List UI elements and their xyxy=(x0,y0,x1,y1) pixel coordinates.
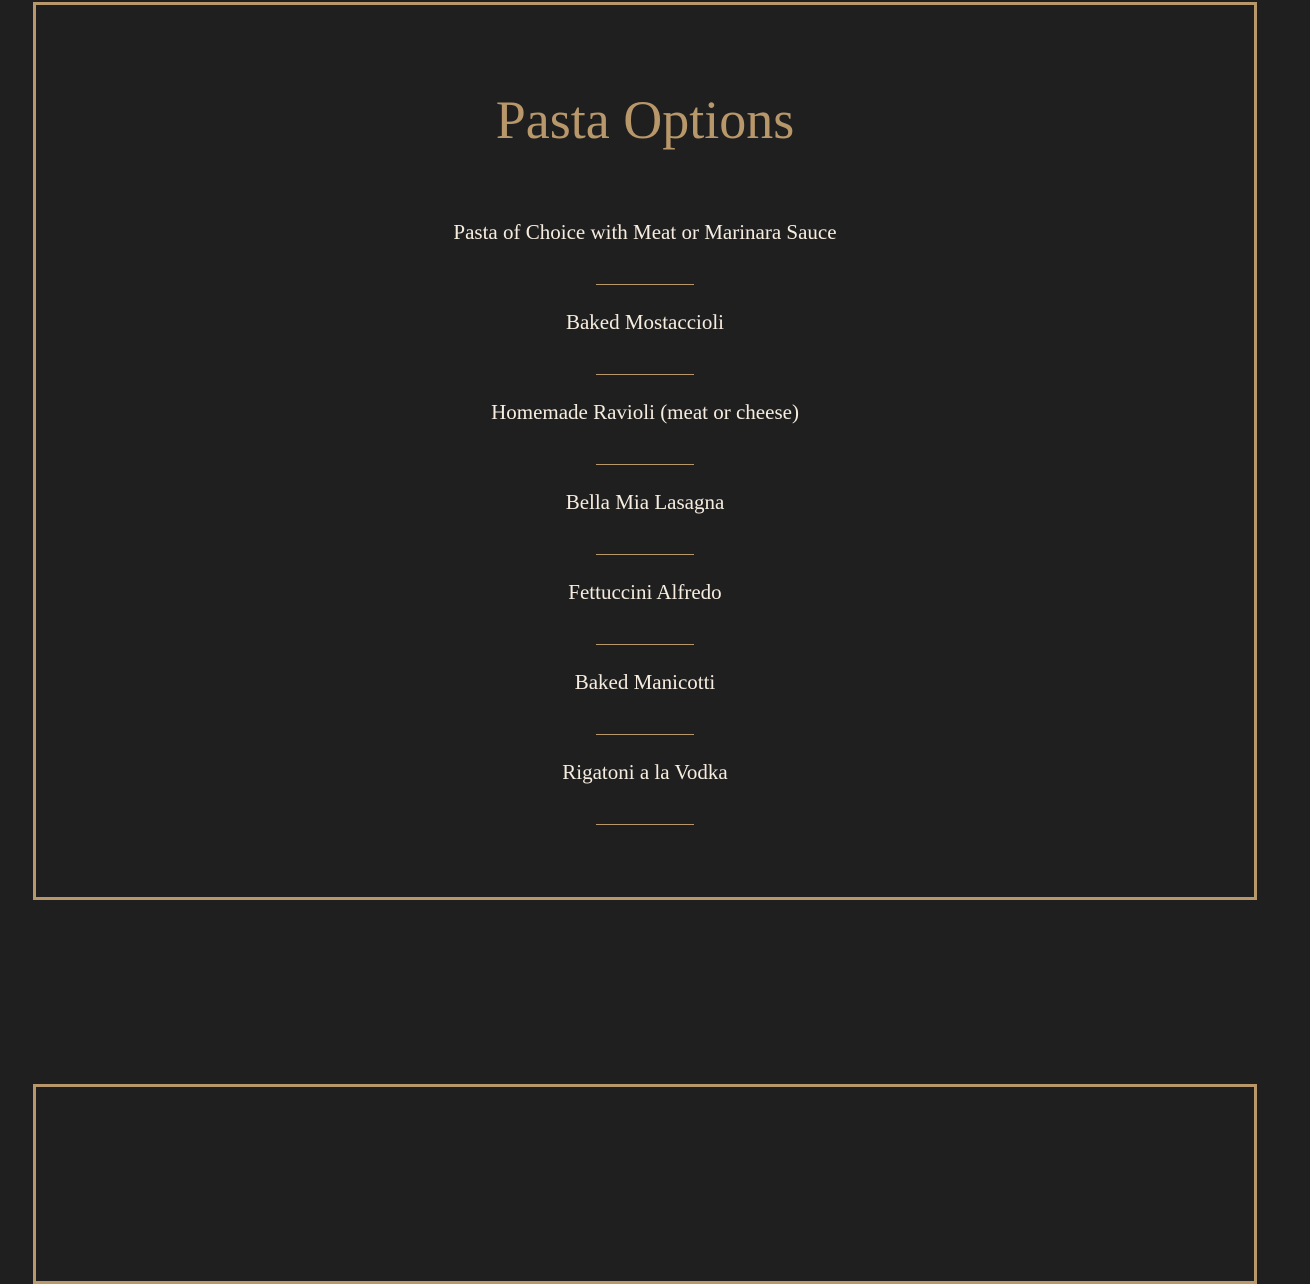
menu-item xyxy=(36,575,1254,665)
item-divider xyxy=(596,284,694,285)
menu-item xyxy=(36,665,1254,755)
menu-item-name: Baked Manicotti xyxy=(574,670,716,694)
menu-item-name: Homemade Ravioli (meat or cheese) xyxy=(491,400,799,424)
pasta-options-card xyxy=(33,2,1257,900)
item-divider xyxy=(596,824,694,825)
menu-item-name: Fettuccini Alfredo xyxy=(568,580,722,604)
item-divider xyxy=(596,374,694,375)
item-divider xyxy=(596,464,694,465)
menu-item xyxy=(36,215,1254,305)
item-divider xyxy=(596,644,694,645)
pasta-item-list xyxy=(36,215,1254,845)
menu-item-name: Pasta of Choice with Meat or Marinara Sauce xyxy=(453,220,837,244)
menu-item-name: Bella Mia Lasagna xyxy=(565,490,725,514)
item-divider xyxy=(596,734,694,735)
section-title: Pasta Options xyxy=(495,90,795,150)
menu-item xyxy=(36,755,1254,845)
menu-item xyxy=(36,395,1254,485)
next-menu-card xyxy=(33,1084,1257,1284)
menu-item xyxy=(36,305,1254,395)
item-divider xyxy=(596,554,694,555)
menu-item-name: Baked Mostaccioli xyxy=(565,310,725,334)
menu-item-name: Rigatoni a la Vodka xyxy=(562,760,728,784)
menu-item xyxy=(36,485,1254,575)
